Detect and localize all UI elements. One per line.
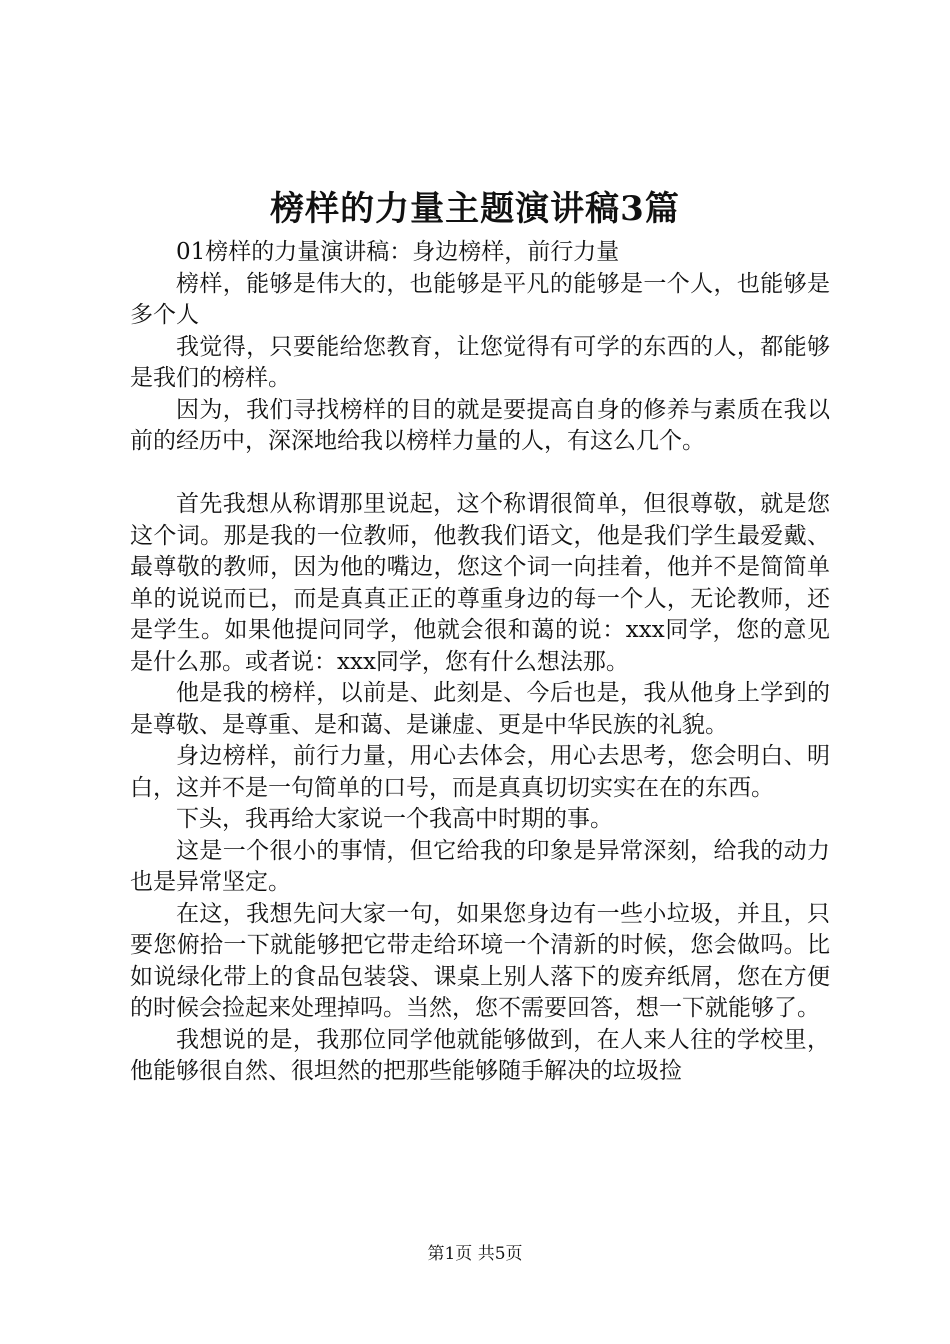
paragraph: 我觉得，只要能给您教育，让您觉得有可学的东西的人，都能够是我们的榜样。 bbox=[130, 333, 830, 391]
paragraph: 这是一个很小的事情，但它给我的印象是异常深刻，给我的动力也是异常坚定。 bbox=[130, 837, 830, 895]
paragraph: 他是我的榜样，以前是、此刻是、今后也是，我从他身上学到的是尊敬、是尊重、是和蔼、是谦虚、更是中华民族的礼貌。 bbox=[130, 680, 830, 738]
paragraph: 我想说的是，我那位同学他就能够做到，在人来人往的学校里，他能够很自然、很坦然的把那些能够随手解决的垃圾捡 bbox=[130, 1026, 830, 1084]
paragraph: 身边榜样，前行力量，用心去体会，用心去思考，您会明白、明白，这并不是一句简单的口号，而是真真切切实实在在的东西。 bbox=[130, 743, 830, 801]
paragraph: 下头，我再给大家说一个我高中时期的事。 bbox=[176, 806, 613, 832]
page-number-footer: 第1页 共5页 bbox=[427, 1244, 523, 1264]
document-title: 榜样的力量主题演讲稿3篇 bbox=[270, 189, 680, 229]
paragraph: 榜样，能够是伟大的，也能够是平凡的能够是一个人，也能够是多个人 bbox=[130, 270, 830, 328]
document-body bbox=[130, 237, 830, 1088]
paragraph: 在这，我想先问大家一句，如果您身边有一些小垃圾，并且，只要您俯拾一下就能够把它带走给环境一个清新的时候，您会做吗。比如说绿化带上的食品包装袋、课桌上别人落下的废弃纸屑，您在方便的时候会捡起来处理掉吗。当然，您不需要回答，想一下就能够了。 bbox=[130, 900, 830, 1021]
paragraph: 01榜样的力量演讲稿：身边榜样，前行力量 bbox=[176, 239, 620, 265]
paragraph: 因为，我们寻找榜样的目的就是要提高自身的修养与素质在我以前的经历中，深深地给我以榜样力量的人，有这么几个。 bbox=[130, 396, 830, 454]
paragraph: 首先我想从称谓那里说起，这个称谓很简单，但很尊敬，就是您这个词。那是我的一位教师，他教我们语文，他是我们学生最爱戴、最尊敬的教师，因为他的嘴边，您这个词一向挂着，他并不是简简单单的说说而已，而是真真正正的尊重身边的每一个人，无论教师，还是学生。如果他提问同学，他就会很和蔼的说：xxx同学，您的意见是什么那。或者说：xxx同学，您有什么想法那。 bbox=[130, 491, 830, 675]
